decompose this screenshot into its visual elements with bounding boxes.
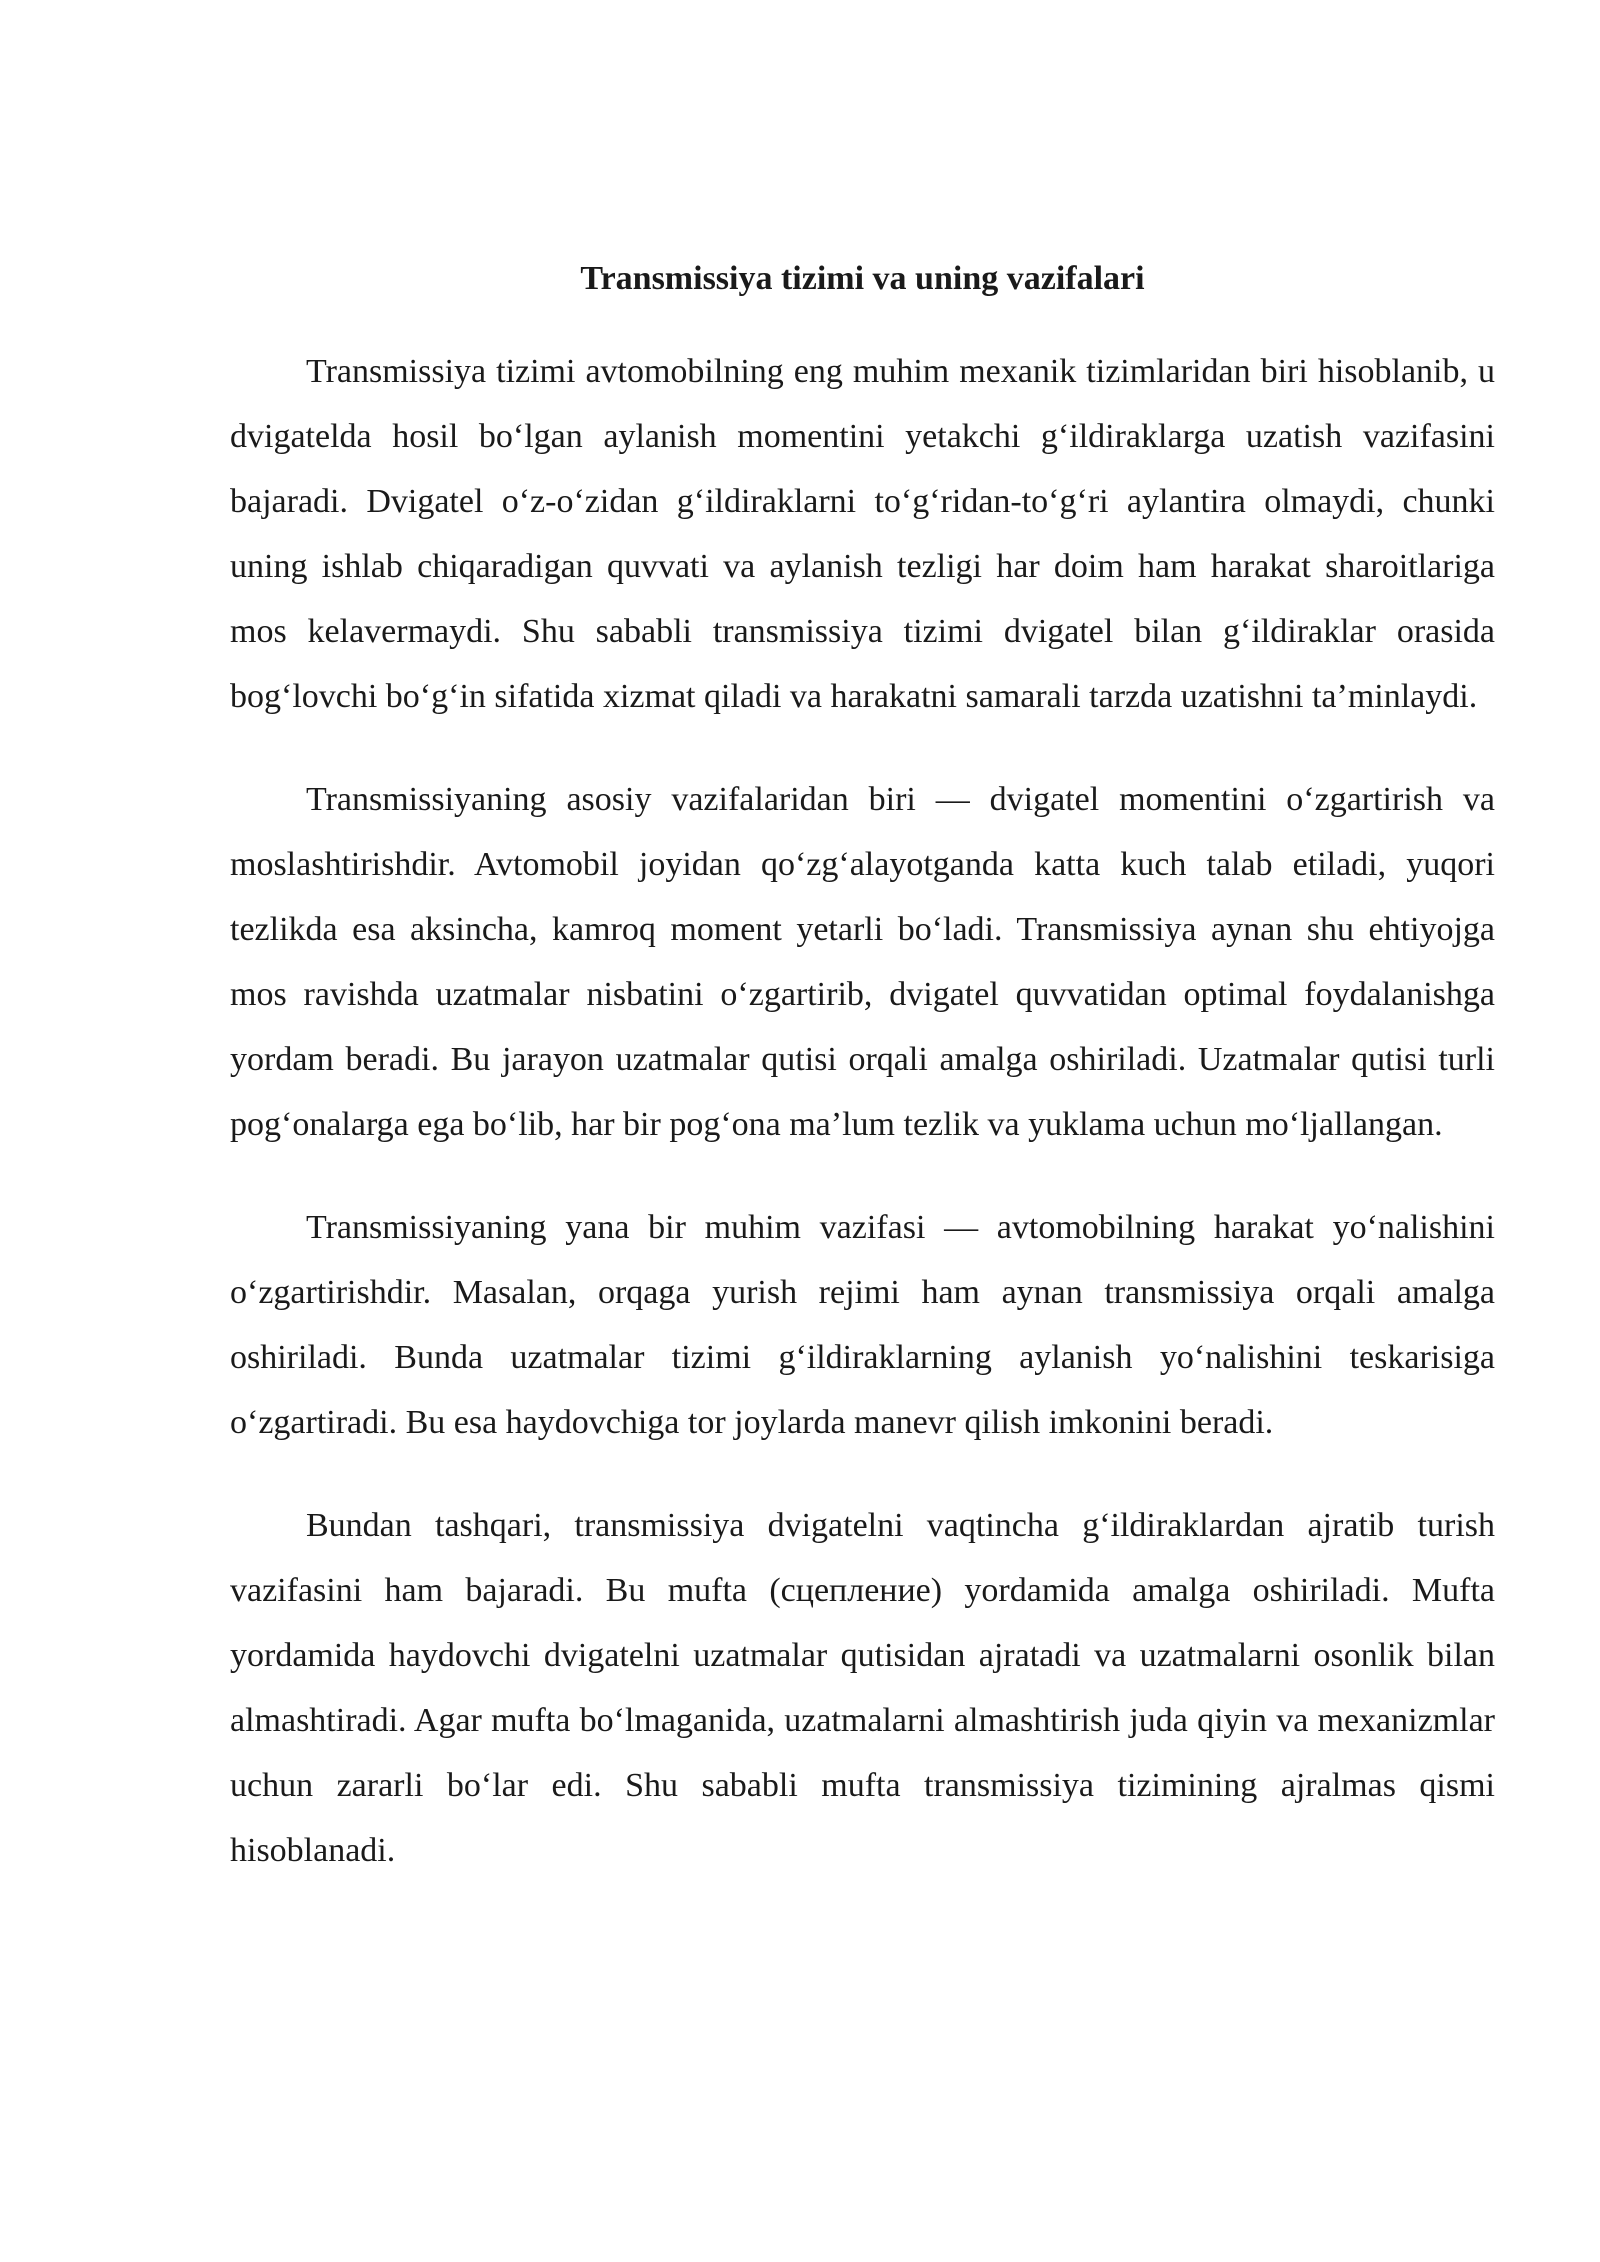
paragraph-4: Bundan tashqari, transmissiya dvigatelni vaqtincha g‘ildiraklardan ajratib turish vazifasini ham bajaradi. Bu mufta (сцепление) yordamida amalga oshiriladi. Mufta yordamida haydovchi dvigatelni uzatmalar qutisidan ajratadi va uzatmalarni osonlik bilan almashtiradi. Agar mufta bo‘lmaganida, uzatmalarni almashtirish juda qiyin va mexanizmlar uchun zararli bo‘lar edi. Shu sababli mufta transmissiya tizimining ajralmas qismi hisoblanadi. xyxy=(230,1507,1495,1869)
paragraph-2: Transmissiyaning asosiy vazifalaridan biri — dvigatel momentini o‘zgartirish va moslashtirishdir. Avtomobil joyidan qo‘zg‘alayotganda katta kuch talab etiladi, yuqori tezlikda esa aksincha, kamroq moment yetarli bo‘ladi. Transmissiya aynan shu ehtiyojga mos ravishda uzatmalar nisbatini o‘zgartirib, dvigatel quvvatidan optimal foydalanishga yordam beradi. Bu jarayon uzatmalar qutisi orqali amalga oshiriladi. Uzatmalar qutisi turli pog‘onalarga ega bo‘lib, har bir pog‘ona ma’lum tezlik va yuklama uchun mo‘ljallangan. xyxy=(230,781,1495,1143)
page-title: Transmissiya tizimi va uning vazifalari xyxy=(580,260,1145,297)
paragraph-1: Transmissiya tizimi avtomobilning eng muhim mexanik tizimlaridan biri hisoblanib, u dvigatelda hosil bo‘lgan aylanish momentini yetakchi g‘ildiraklarga uzatish vazifasini bajaradi. Dvigatel o‘z-o‘zidan g‘ildiraklarni to‘g‘ridan-to‘g‘ri aylantira olmaydi, chunki uning ishlab chiqaradigan quvvati va aylanish tezligi har doim ham harakat sharoitlariga mos kelavermaydi. Shu sababli transmissiya tizimi dvigatel bilan g‘ildiraklar orasida bog‘lovchi bo‘g‘in sifatida xizmat qiladi va harakatni samarali tarzda uzatishni ta’minlaydi. xyxy=(230,353,1495,715)
paragraph-3: Transmissiyaning yana bir muhim vazifasi — avtomobilning harakat yo‘nalishini o‘zgartirishdir. Masalan, orqaga yurish rejimi ham aynan transmissiya orqali amalga oshiriladi. Bunda uzatmalar tizimi g‘ildiraklarning aylanish yo‘nalishini teskarisiga o‘zgartiradi. Bu esa haydovchiga tor joylarda manevr qilish imkonini beradi. xyxy=(230,1209,1495,1441)
